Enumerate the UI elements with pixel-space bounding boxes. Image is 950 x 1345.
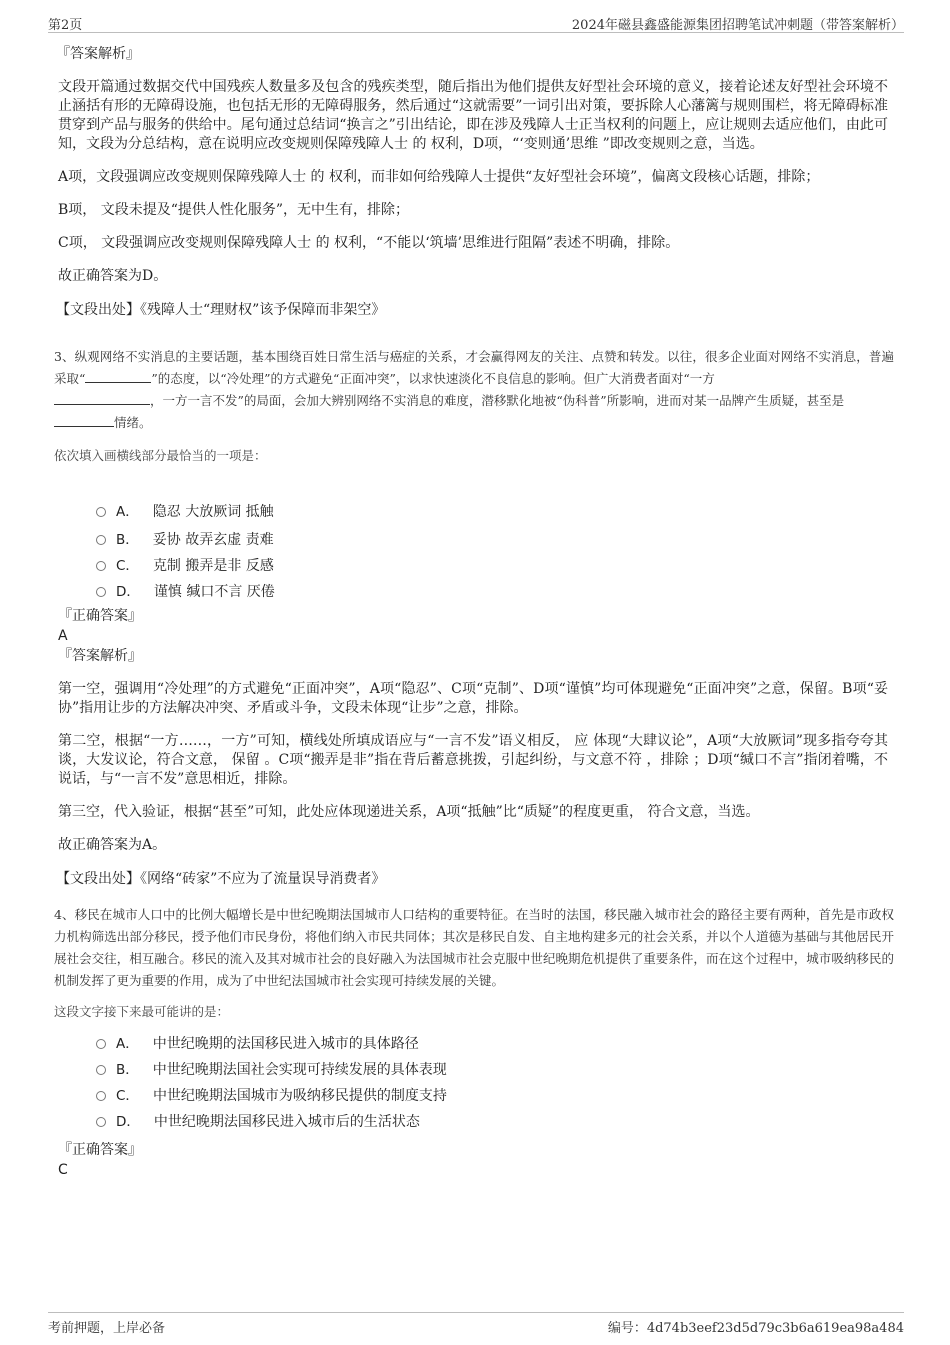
q3-answer-block xyxy=(58,606,142,666)
q2-analysis-section xyxy=(58,44,888,320)
analysis-conclusion: 故正确答案为D。 xyxy=(58,268,168,284)
blank-2 xyxy=(54,390,150,405)
analysis-conclusion: 故正确答案为A。 xyxy=(58,837,167,853)
question-instruction: 这段文字接下来最可能讲的是： xyxy=(54,1004,230,1019)
analysis-paragraph-3: 第三空，代入验证，根据“甚至”可知，此处应体现递进关系，A项“抵触”比“质疑”的程度更重， 符合文意，当选。 xyxy=(58,804,760,820)
option-a[interactable]: A． 隐忍 大放厥词 抵触 xyxy=(96,500,275,524)
analysis-paragraph: 文段开篇通过数据交代中国残疾人数量多及包含的残疾类型，随后指出为他们提供友好型社会环境的意义，接着论述友好型社会环境不止涵括有形的无障碍设施，也包括无形的无障碍服务，然后通过“这就需要”一词引出对策，要拆除人心藩篱与规则围栏，将无障碍标准贯穿到产品与服务的供给中。尾句通过总结词“换言之”引出结论，即在涉及残障人士正当权利的问题上，应让规则去适应他们，由此可知，文段为分总结构，意在说明应改变规则保障残障人士 的 权利，D项，“‘变则通’思维 ”即改变规则之意，当选。 xyxy=(58,79,888,152)
q4-answer-block xyxy=(58,1140,142,1180)
answer-tag: 『正确答案』 xyxy=(58,608,142,624)
page-footer xyxy=(48,1312,904,1335)
analysis-paragraph-2: 第二空，根据“一方……，一方”可知，横线处所填成语应与“一言不发”语义相反， 应 体现“大肆议论”，A项“大放厥词”现多指夸夸其谈，大发议论，符合文意， 保留 。C项“搬弄是非”指在背后蓄意挑拨，引起纠纷，与文意不符 ，排除 ；D项“缄口不言”指闭着嘴，不说话，与“一言不发”意思相近，排除。 xyxy=(58,733,888,787)
option-a[interactable]: A． 中世纪晚期的法国移民进入城市的具体路径 xyxy=(96,1032,447,1056)
option-c[interactable]: C． 克制 搬弄是非 反感 xyxy=(96,554,275,578)
q3-options xyxy=(96,500,275,604)
option-d[interactable]: D． 谨慎 缄口不言 厌倦 xyxy=(96,580,275,604)
document-id: 编号：4d74b3eef23d5d79c3b6a619ea98a484 xyxy=(607,1321,904,1336)
page-number: 第2页 xyxy=(48,18,83,33)
radio-icon[interactable] xyxy=(96,561,106,571)
radio-icon[interactable] xyxy=(96,1065,106,1075)
radio-icon[interactable] xyxy=(96,535,106,545)
radio-icon[interactable] xyxy=(96,1039,106,1049)
radio-icon[interactable] xyxy=(96,1091,106,1101)
radio-icon[interactable] xyxy=(96,587,106,597)
option-b[interactable]: B． 中世纪晚期法国社会实现可持续发展的具体表现 xyxy=(96,1058,447,1082)
passage-source: 【文段出处】《网络“砖家”不应为了流量误导消费者》 xyxy=(56,871,386,887)
document-title: 2024年磁县鑫盛能源集团招聘笔试冲刺题（带答案解析） xyxy=(571,18,904,33)
passage-source: 【文段出处】《残障人士“理财权”该予保障而非架空》 xyxy=(56,302,386,318)
q3-analysis-section xyxy=(58,680,888,889)
analysis-tag: 『答案解析』 xyxy=(56,46,140,62)
question-stem: 3、纵观网络不实消息的主要话题，基本围绕百姓日常生活与癌症的关系，才会赢得网友的关注、点赞和转发。以往，很多企业面对网络不实消息，普遍采取“ ”的态度，以“冷处理”的方式避免“正面冲突”，以求快速淡化不良信息的影响。但广大消费者面对“一方 ，一方一言不发”的局面，会加大辨别网络不实消息的难度，潜移默化地被“伪科普”所影响，进而对某一品牌产生质疑，甚至是 情绪。 xyxy=(54,349,894,430)
answer-tag: 『正确答案』 xyxy=(58,1142,142,1158)
question-stem: 4、移民在城市人口中的比例大幅增长是中世纪晚期法国城市人口结构的重要特征。在当时的法国，移民融入城市社会的路径主要有两种，首先是市政权力机构筛选出部分移民，授予他们市民身份，将他们纳入市民共同体；其次是移民自发、自主地构建多元的社会关系，并以个人道德为基础与其他居民开展社会交往，相互融合。移民的流入及其对城市社会的良好融入为法国城市社会克服中世纪晚期危机提供了重要条件，而在这个过程中，城市吸纳移民的机制发挥了更为重要的作用，成为了中世纪法国城市社会实现可持续发展的关键。 xyxy=(54,907,894,988)
question-instruction: 依次填入画横线部分最恰当的一项是： xyxy=(54,448,267,463)
q4-question xyxy=(54,904,894,1020)
radio-icon[interactable] xyxy=(96,507,106,517)
option-b[interactable]: B． 妥协 故弄玄虚 责难 xyxy=(96,528,275,552)
analysis-option-c: C项， 文段强调应改变规则保障残障人士 的 权利，“不能以‘筑墙’思维进行阻隔”表述不明确，排除。 xyxy=(58,235,680,251)
radio-icon[interactable] xyxy=(96,1117,106,1127)
analysis-option-b: B项， 文段未提及“提供人性化服务”，无中生有，排除； xyxy=(58,202,410,218)
analysis-paragraph-1: 第一空，强调用“冷处理”的方式避免“正面冲突”，A项“隐忍”、C项“克制”、D项“谨慎”均可体现避免“正面冲突”之意，保留。B项“妥协”指用让步的方法解决冲突、矛盾或斗争，文段未体现“让步”之意，排除。 xyxy=(58,681,888,716)
page-header xyxy=(48,12,904,33)
answer-value: C xyxy=(58,1162,68,1178)
answer-value: A xyxy=(58,628,68,644)
q4-options xyxy=(96,1032,447,1134)
blank-1 xyxy=(85,368,151,383)
analysis-option-a: A项，文段强调应改变规则保障残障人士 的 权利，而非如何给残障人士提供“友好型社会环境”，偏离文段核心话题，排除； xyxy=(58,169,820,185)
footer-slogan: 考前押题，上岸必备 xyxy=(48,1321,166,1336)
option-d[interactable]: D． 中世纪晚期法国移民进入城市后的生活状态 xyxy=(96,1110,447,1134)
option-c[interactable]: C． 中世纪晚期法国城市为吸纳移民提供的制度支持 xyxy=(96,1084,447,1108)
blank-3 xyxy=(54,412,114,427)
analysis-tag: 『答案解析』 xyxy=(58,648,142,664)
q3-question xyxy=(54,346,894,464)
